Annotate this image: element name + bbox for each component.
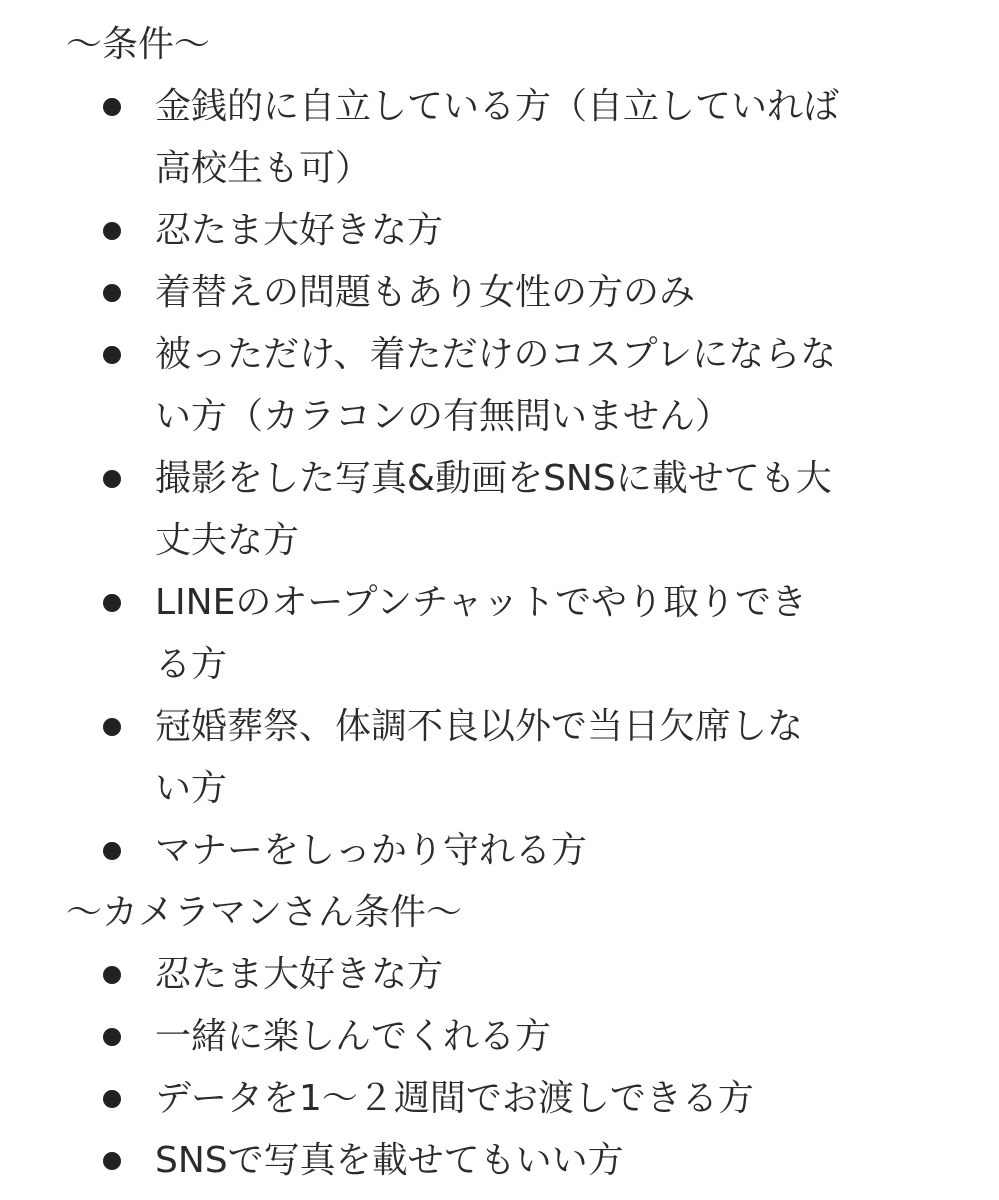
list-item: データを1〜２週間でお渡しできる方	[0, 1068, 999, 1130]
bullet-icon	[103, 222, 121, 240]
conditions-list	[0, 76, 999, 882]
section-heading-conditions: 〜条件〜	[66, 24, 211, 65]
section-heading-camera-conditions: 〜カメラマンさん条件〜	[66, 892, 463, 933]
list-item: 撮影をした写真&動画をSNSに載せても大 丈夫な方	[0, 448, 999, 572]
bullet-icon	[103, 1090, 121, 1108]
bullet-icon	[103, 966, 121, 984]
list-item: マナーをしっかり守れる方	[0, 820, 999, 882]
bullet-icon	[103, 1152, 121, 1170]
bullet-icon	[103, 842, 121, 860]
list-item: 忍たま大好きな方	[0, 944, 999, 1006]
list-item: LINEのオープンチャットでやり取りでき る方	[0, 572, 999, 696]
bullet-icon	[103, 346, 121, 364]
list-item: 忍たま大好きな方	[0, 200, 999, 262]
list-item: 着替えの問題もあり女性の方のみ	[0, 262, 999, 324]
bullet-icon	[103, 594, 121, 612]
list-item: 冠婚葬祭、体調不良以外で当日欠席しな い方	[0, 696, 999, 820]
bullet-icon	[103, 718, 121, 736]
list-item: 一緒に楽しんでくれる方	[0, 1006, 999, 1068]
bullet-icon	[103, 1028, 121, 1046]
camera-conditions-list	[0, 944, 999, 1192]
bullet-icon	[103, 98, 121, 116]
list-item: SNSで写真を載せてもいい方	[0, 1130, 999, 1192]
list-item: 被っただけ、着ただけのコスプレにならな い方（カラコンの有無問いません）	[0, 324, 999, 448]
list-item: 金銭的に自立している方（自立していれば 高校生も可）	[0, 76, 999, 200]
bullet-icon	[103, 470, 121, 488]
bullet-icon	[103, 284, 121, 302]
